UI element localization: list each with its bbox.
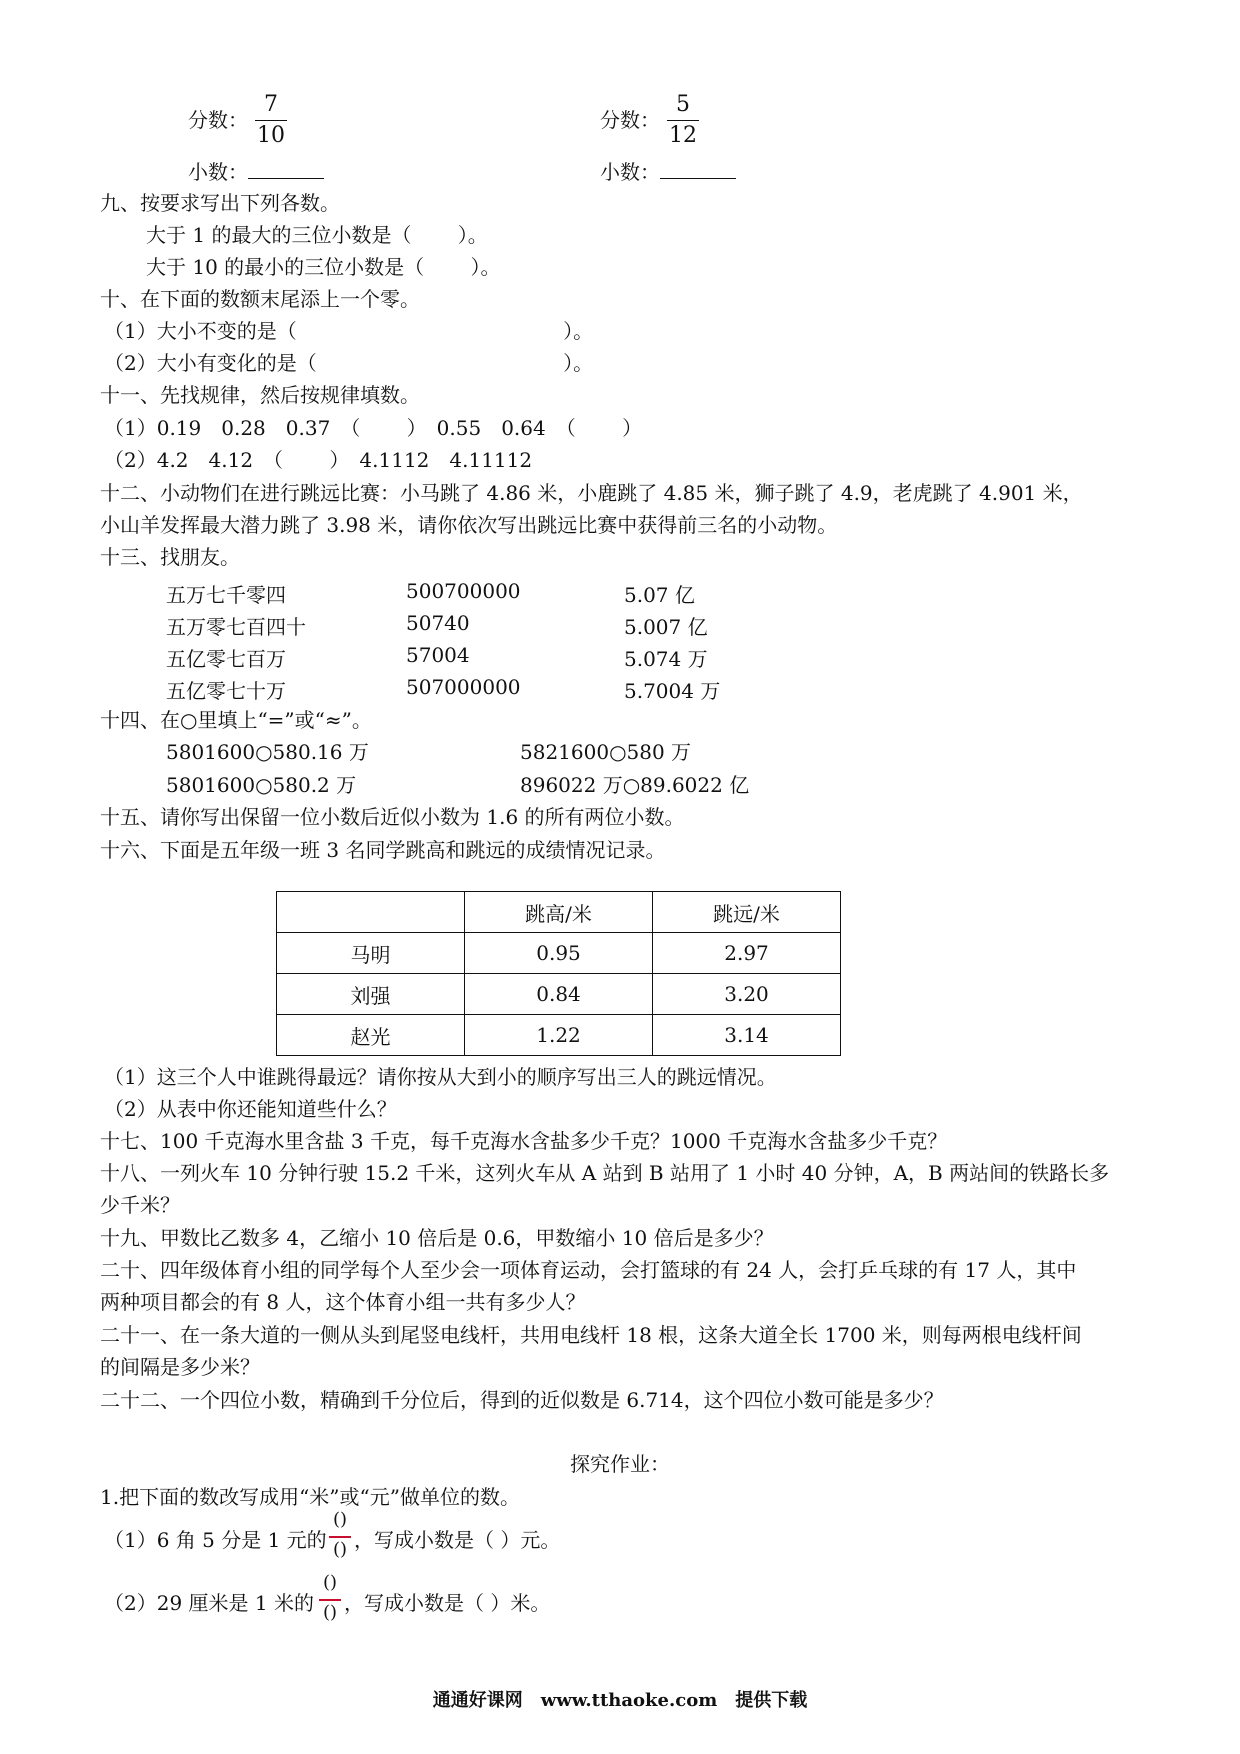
table-row [277,1015,841,1056]
q10-b: （2）大小有变化的是（ ）。 [104,351,594,375]
footer: 通通好课网 www.tthaoke.com 提供下载 [432,1690,808,1711]
decimal-label-left: 小数： [188,160,324,182]
fraction-bar-red [329,1536,351,1538]
q19: 十九、甲数比乙数多 4，乙缩小 10 倍后是 0.6，甲数缩小 10 倍后是多少？ [100,1226,774,1250]
q16-b: （2）从表中你还能知道些什么？ [104,1097,397,1121]
score-table [276,891,841,1056]
match-number: 500700000 [406,579,521,603]
table-cell-name: 刘强 [277,974,465,1015]
table-cell-long: 3.20 [653,974,841,1015]
table-cell-name: 赵光 [277,1015,465,1056]
q9-a: 大于 1 的最大的三位小数是（ ）。 [146,223,488,247]
table-header-cell [277,892,465,933]
q21-line1: 二十一、在一条大道的一侧从头到尾竖电线杆，共用电线杆 18 根，这条大道全长 1700 米，则每两根电线杆间 [100,1323,1082,1347]
table-cell-high: 1.22 [465,1015,653,1056]
q20-line2: 两种项目都会的有 8 人，这个体育小组一共有多少人？ [100,1290,586,1314]
table-header-row [277,892,841,933]
match-word: 五万七千零四 [166,583,286,607]
match-word: 五亿零七十万 [166,679,286,703]
table-row [277,974,841,1015]
q10-a: （1）大小不变的是（ ）。 [104,319,594,343]
q11-b: （2）4.2 4.12 （ ） 4.1112 4.11112 [104,448,533,472]
match-approx: 5.7004 万 [624,679,721,703]
blank-fraction-a[interactable] [328,1511,352,1563]
explore-title: 探究作业： [570,1452,670,1476]
q11-title: 十一、先找规律，然后按规律填数。 [100,383,420,407]
decimal-blank-left[interactable] [248,160,324,179]
q9-b: 大于 10 的最小的三位小数是（ ）。 [146,255,501,279]
q18-line1: 十八、一列火车 10 分钟行驶 15.2 千米，这列火车从 A 站到 B 站用了 1 小时 40 分钟，A，B 两站间的铁路长多 [100,1161,1110,1185]
q13-title: 十三、找朋友。 [100,545,240,569]
numerator-blank: () [332,1509,348,1530]
fraction-right [663,92,703,149]
q17: 十七、100 千克海水里含盐 3 千克，每千克海水含盐多少千克？1000 千克海水含盐多少千克？ [100,1129,948,1153]
fraction-left [251,92,291,149]
table-header-cell: 跳远/米 [653,892,841,933]
explore-q1: 1.把下面的数改写成用“米”或“元”做单位的数。 [100,1485,520,1509]
match-approx: 5.007 亿 [624,615,708,639]
fraction-bar-red [319,1599,341,1601]
table-cell-high: 0.84 [465,974,653,1015]
q16-title: 十六、下面是五年级一班 3 名同学跳高和跳远的成绩情况记录。 [100,838,666,862]
fraction-bar [667,120,699,121]
explore-b-pre: （2）29 厘米是 1 米的 [104,1591,314,1615]
q12-line1: 十二、小动物们在进行跳远比赛：小马跳了 4.86 米，小鹿跳了 4.85 米，狮子跳了 4.9，老虎跳了 4.901 米， [100,481,1083,505]
table-cell-long: 2.97 [653,933,841,974]
decimal-label-right: 小数： [600,160,736,182]
table-cell-long: 3.14 [653,1015,841,1056]
match-approx: 5.074 万 [624,647,708,671]
explore-a-post: ，写成小数是（ ）元。 [354,1528,561,1552]
q14-title: 十四、在○里填上“=”或“≈”。 [100,708,372,732]
match-number: 57004 [406,643,470,667]
numerator-blank: () [322,1572,338,1593]
table-cell-name: 马明 [277,933,465,974]
match-number: 507000000 [406,675,521,699]
blank-fraction-b[interactable] [318,1574,342,1626]
fraction-left-numerator: 7 [264,92,278,117]
fraction-label-right: 分数： [600,108,660,132]
q18-line2: 少千米？ [100,1193,180,1217]
q14-d: 896022 万○89.6022 亿 [520,773,750,797]
q20-line1: 二十、四年级体育小组的同学每个人至少会一项体育运动，会打篮球的有 24 人，会打乒乓球的有 17 人，其中 [100,1258,1077,1282]
q9-title: 九、按要求写出下列各数。 [100,191,340,215]
table-row [277,933,841,974]
explore-b-post: ，写成小数是（ ）米。 [344,1591,551,1615]
match-word: 五亿零七百万 [166,647,286,671]
decimal-blank-right[interactable] [660,160,736,179]
match-approx: 5.07 亿 [624,583,695,607]
fraction-bar [255,120,287,121]
q14-c: 5801600○580.2 万 [166,773,357,797]
q14-a: 5801600○580.16 万 [166,740,369,764]
fraction-right-denominator: 12 [669,123,697,148]
q16-a: （1）这三个人中谁跳得最远？请你按从大到小的顺序写出三人的跳远情况。 [104,1065,777,1089]
table-cell-high: 0.95 [465,933,653,974]
q14-b: 5821600○580 万 [520,740,692,764]
match-word: 五万零七百四十 [166,615,306,639]
q15-title: 十五、请你写出保留一位小数后近似小数为 1.6 的所有两位小数。 [100,805,685,829]
fraction-left-denominator: 10 [257,123,285,148]
denominator-blank: () [332,1539,348,1560]
fraction-right-numerator: 5 [676,92,690,117]
table-header-cell: 跳高/米 [465,892,653,933]
explore-a-pre: （1）6 角 5 分是 1 元的 [104,1528,327,1552]
denominator-blank: () [322,1602,338,1623]
q12-line2: 小山羊发挥最大潜力跳了 3.98 米，请你依次写出跳远比赛中获得前三名的小动物。 [100,513,838,537]
q10-title: 十、在下面的数额末尾添上一个零。 [100,287,420,311]
q22: 二十二、一个四位小数，精确到千分位后，得到的近似数是 6.714，这个四位小数可能是多少？ [100,1388,944,1412]
q11-a: （1）0.19 0.28 0.37 （ ） 0.55 0.64 （ ） [104,416,643,440]
q21-line2: 的间隔是多少米？ [100,1355,260,1379]
fraction-label-left: 分数： [188,108,248,132]
match-number: 50740 [406,611,470,635]
